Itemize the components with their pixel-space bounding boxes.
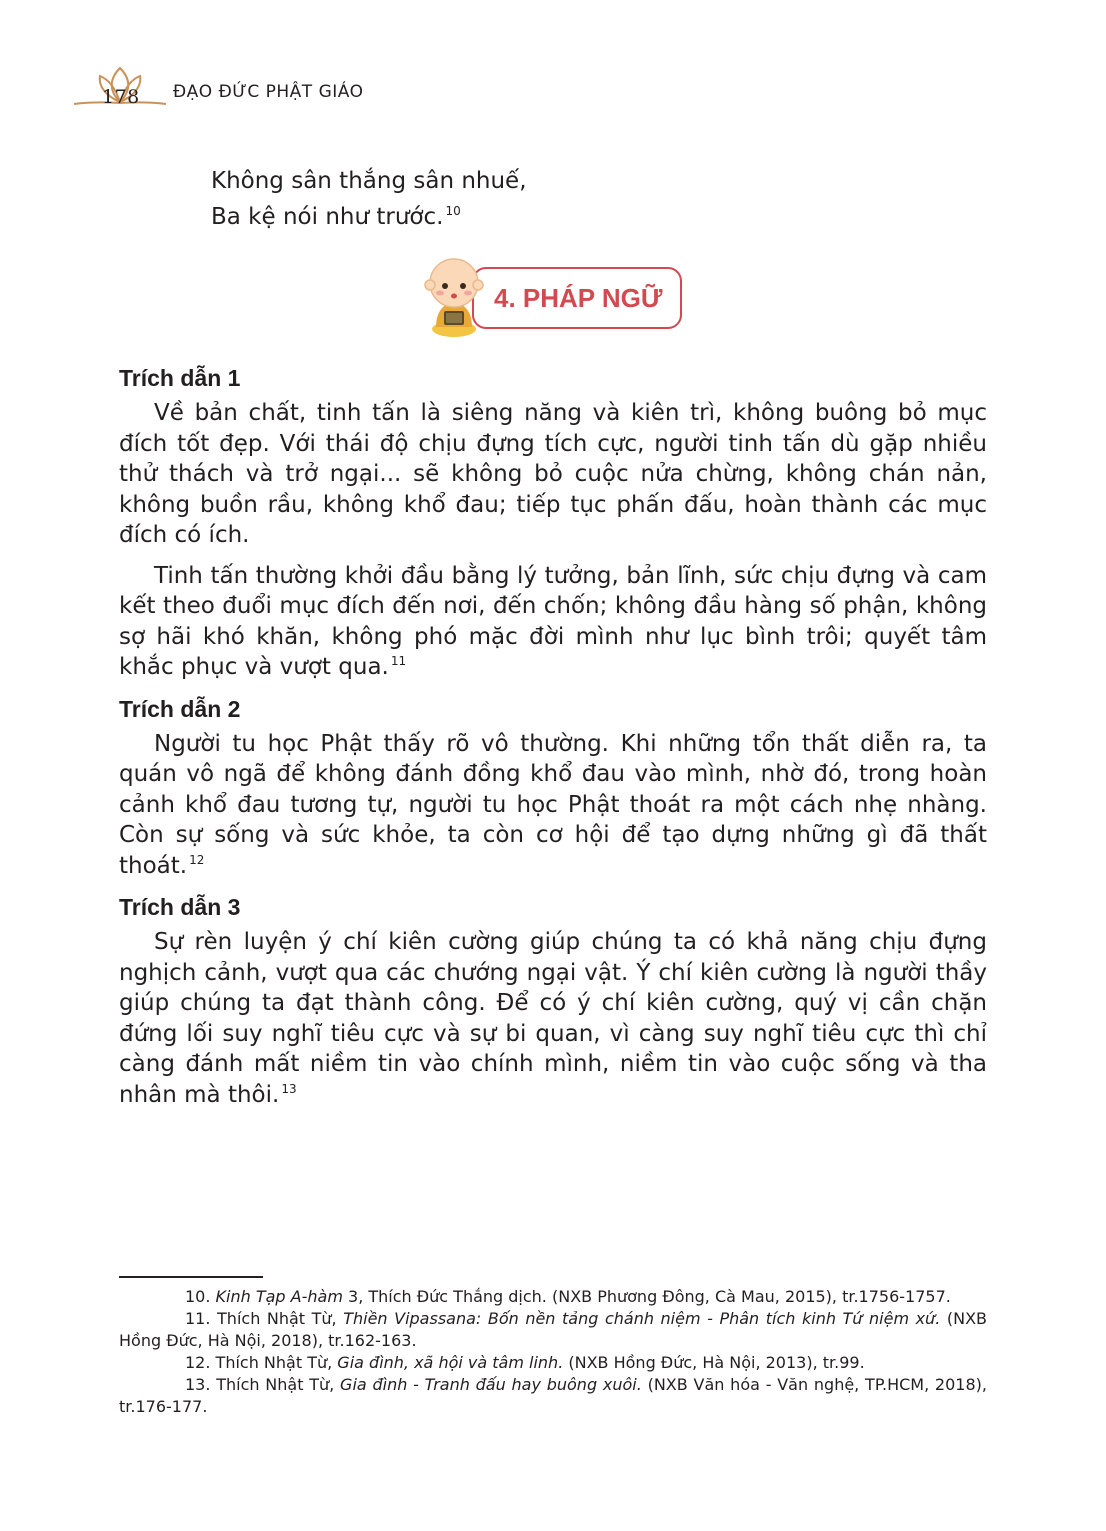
footnote-item: [119, 1352, 987, 1374]
section-heading: Trích dẫn 2: [119, 695, 241, 722]
footnote-title: Gia đình, xã hội và tâm linh.: [337, 1353, 564, 1372]
monk-illustration-icon: [418, 253, 498, 339]
footnote-item: [119, 1374, 987, 1418]
footnote-number: 10.: [185, 1287, 211, 1306]
footnote-number: 11.: [185, 1309, 211, 1328]
paragraph-text: Người tu học Phật thấy rõ vô thường. Khi những tổn thất diễn ra, ta quán vô ngã để không đánh đồng khổ đau vào mình, nhờ đó, trong hoàn cảnh khổ đau tương tự, người tu học Phật thoát ra một cách nhẹ nhàng. Còn sự sống và sức khỏe, ta còn cơ hội để tạo dựng những gì đã thất thoát.: [119, 730, 987, 879]
footnote-title: Thiền Vipassana: Bốn nền tảng chánh niệm - Phân tích kinh Tứ niệm xứ.: [343, 1309, 941, 1328]
footnote-title: Gia đình - Tranh đấu hay buông xuôi.: [340, 1375, 642, 1394]
footnote-item: [119, 1308, 987, 1352]
footnote-number: 12.: [185, 1353, 211, 1372]
section-badge: [418, 253, 688, 339]
footnote-details: 3, Thích Đức Thắng dịch. (NXB Phương Đông, Cà Mau, 2015), tr.1756-1757.: [342, 1287, 951, 1306]
page-header: [70, 62, 470, 112]
running-title: ĐẠO ĐỨC PHẬT GIÁO: [173, 82, 364, 102]
section-title: 4. PHÁP NGỮ: [494, 283, 663, 313]
section-heading: Trích dẫn 1: [119, 365, 241, 391]
footnote-author: Thích Nhật Từ,: [215, 1353, 338, 1372]
poem-line: Không sân thắng sân nhuế,: [211, 168, 527, 194]
paragraph-text: Về bản chất, tinh tấn là siêng năng và kiên trì, không buông bỏ mục đích tốt đẹp. Với thái độ chịu đựng tích cực, người tinh tấn dù gặp nhiều thử thách và trở ngại... sẽ không bỏ cuộc nửa chừng, không chán nản, không buồn rầu, không khổ đau; tiếp tục phấn đấu, hoàn thành các mục đích có ích.: [119, 400, 987, 548]
footnote-details: (NXB Hồng Đức, Hà Nội, 2018), tr.162-163.: [119, 1309, 988, 1350]
quote-paragraph: [119, 729, 987, 882]
footnote-author: Thích Nhật Từ,: [216, 1375, 341, 1394]
footnote-details: (NXB Văn hóa - Văn nghệ, TP.HCM, 2018), tr.176-177.: [119, 1375, 987, 1416]
footnote-ref[interactable]: 10: [445, 204, 461, 218]
poem-line-text: Ba kệ nói như trước.: [211, 204, 444, 230]
poem-line: [211, 199, 527, 235]
section-heading: Trích dẫn 3: [119, 894, 241, 920]
footnote-item: [119, 1286, 987, 1308]
paragraph-text: Sự rèn luyện ý chí kiên cường giúp chúng ta có khả năng chịu đựng nghịch cảnh, vượt qua các chướng ngại vật. Ý chí kiên cường là người thầy giúp chúng ta đạt thành công. Để có ý chí kiên cường, quý vị cần chặn đứng lối suy nghĩ tiêu cực và sự bi quan, vì càng suy nghĩ tiêu cực thì chỉ càng đánh mất niềm tin vào chính mình, niềm tin vào cuộc sống và tha nhân mà thôi.: [119, 929, 987, 1108]
footnote-details: (NXB Hồng Đức, Hà Nội, 2013), tr.99.: [563, 1353, 865, 1372]
footnote-ref[interactable]: 13: [281, 1081, 297, 1096]
footnote-title: Kinh Tạp A-hàm: [215, 1287, 343, 1306]
footnote-divider: [119, 1276, 263, 1278]
footnote-number: 13.: [185, 1375, 211, 1394]
quote-paragraph: [119, 398, 987, 551]
quote-paragraph: [119, 561, 987, 683]
quote-paragraph: [119, 927, 987, 1110]
poem-verse: [211, 163, 527, 235]
footnote-ref[interactable]: 11: [390, 654, 407, 668]
page-number: 178: [102, 86, 140, 108]
footnotes: [119, 1276, 987, 1418]
footnote-author: Thích Nhật Từ,: [217, 1309, 344, 1328]
footnote-ref[interactable]: 12: [189, 852, 205, 867]
paragraph-text: Tinh tấn thường khởi đầu bằng lý tưởng, bản lĩnh, sức chịu đựng và cam kết theo đuổi mục đích đến nơi, đến chốn; không đầu hàng số phận, không sợ hãi khó khăn, không phó mặc đời mình như lục bình trôi; quyết tâm khắc phục và vượt qua.: [119, 562, 987, 680]
main-content: [119, 362, 987, 1110]
